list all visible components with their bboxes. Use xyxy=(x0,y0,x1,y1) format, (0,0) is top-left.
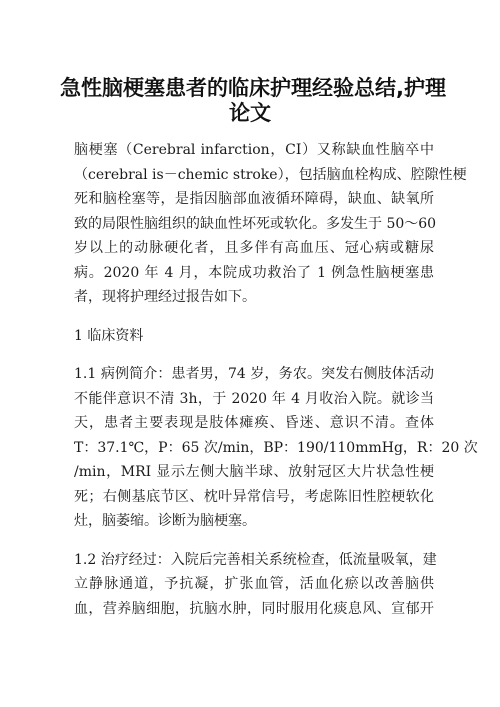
paragraph-line: 1.2 治疗经过：入院后完善相关系统检查，低流量吸氧，建 xyxy=(74,551,437,568)
title-line-1: 急性脑梗塞患者的临床护理经验总结,护理 xyxy=(60,76,446,100)
title-line-2: 论文 xyxy=(229,100,271,125)
paragraph-line: 致的局限性脑组织的缺血性坏死或软化。多发生于 50～60 xyxy=(74,215,437,232)
paragraph-line: 血，营养脑细胞，抗脑水肿，同时服用化痰息风、宣郁开 xyxy=(74,600,434,617)
paragraph-case-summary xyxy=(74,362,478,534)
paragraph-line: （cerebral is－chemic stroke），包括脑血栓构成、腔隙性梗 xyxy=(74,166,467,183)
paragraph-line: 1.1 病例简介：患者男，74 岁，务农。突发右侧肢体活动 xyxy=(74,366,434,382)
paragraph-line: 灶，脑萎缩。诊断为脑梗塞。 xyxy=(74,513,256,529)
paragraph-line: 者，现将护理经过报告如下。 xyxy=(74,289,256,305)
document-body xyxy=(74,138,478,621)
paragraph-line: 脑梗塞（Cerebral infarction，CI）又称缺血性脑卒中 xyxy=(74,142,434,158)
paragraph-line: 天，患者主要表现是肢体瘫痪、昏迷、意识不清。查体 xyxy=(74,415,434,431)
paragraph-line: /min，MRI 显示左侧大脑半球、放射冠区大片状急性梗 xyxy=(74,464,434,480)
section-heading-text: 1 临床资料 xyxy=(74,327,144,344)
paragraph-line: 不能伴意识不清 3h，于 2020 年 4 月收治入院。就诊当 xyxy=(74,390,434,407)
paragraph-line: 死和脑栓塞等，是指因脑部血液循环障碍，缺血、缺氧所 xyxy=(74,191,434,207)
paragraph-treatment xyxy=(74,548,437,622)
document-title xyxy=(60,74,446,125)
paragraph-line: 立静脉通道，予抗凝，扩张血管，活血化瘀以改善脑供 xyxy=(74,576,434,592)
section-heading xyxy=(74,324,434,349)
paragraph-intro xyxy=(74,138,467,310)
paragraph-line: 岁以上的动脉硬化者，且多伴有高血压、冠心病或糖尿 xyxy=(74,240,434,256)
paragraph-line: 死；右侧基底节区、枕叶异常信号，考虑陈旧性腔梗软化 xyxy=(74,488,434,505)
paragraph-line: T：37.1℃，P：65 次/min，BP：190/110mmHg，R：20 次 xyxy=(74,439,478,456)
paragraph-line: 病。2020 年 4 月，本院成功救治了 1 例急性脑梗塞患 xyxy=(74,264,434,281)
